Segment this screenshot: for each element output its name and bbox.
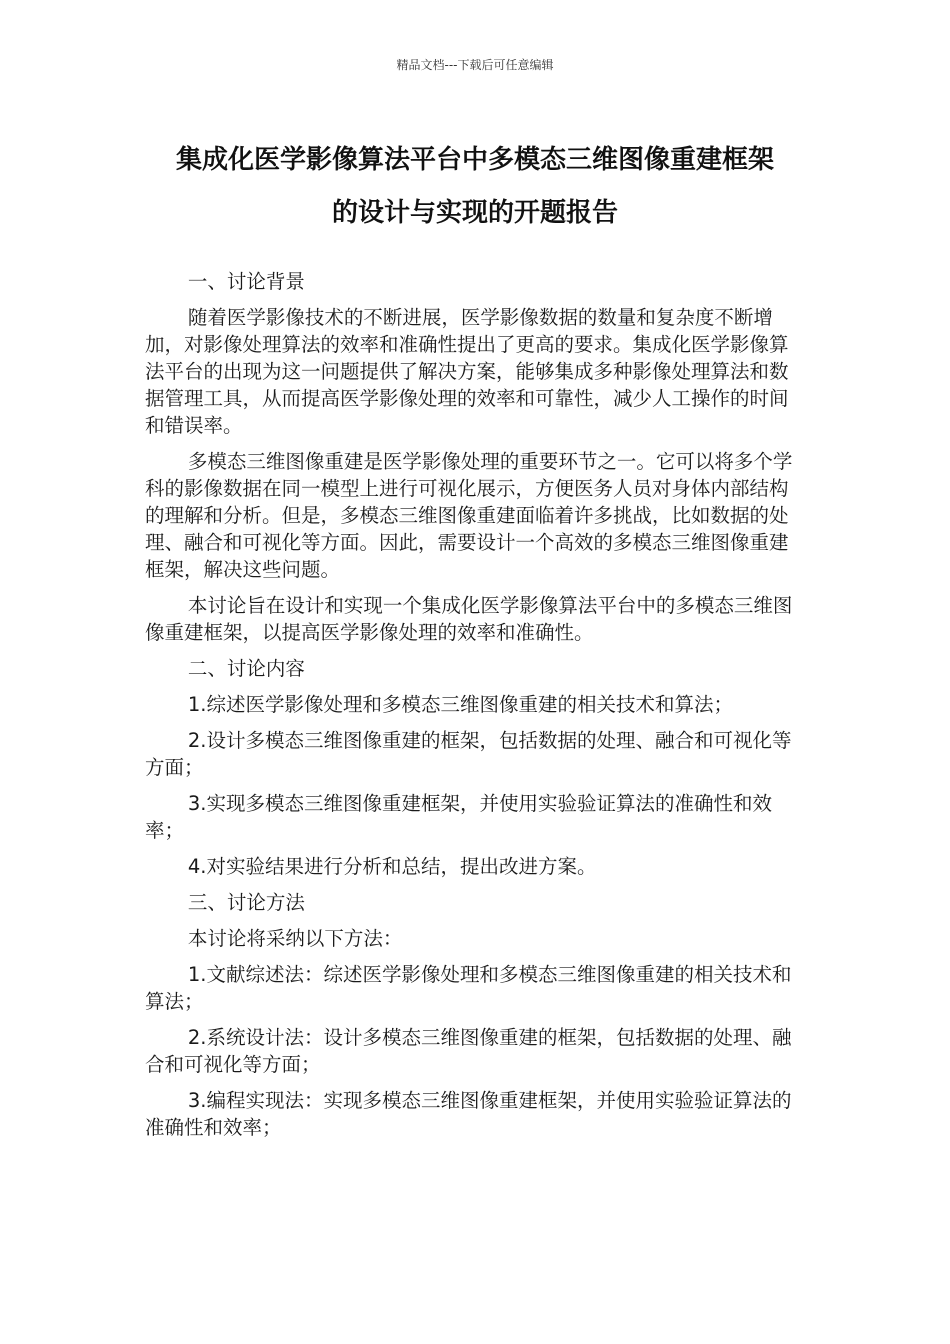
title-line-2: 的设计与实现的开题报告 [331,198,618,228]
paragraph: 多模态三维图像重建是医学影像处理的重要环节之一。它可以将多个学科的影像数据在同一模型上进行可视化展示，方便医务人员对身体内部结构的理解和分析。但是，多模态三维图像重建面临着许多挑战，比如数据的处理、融合和可视化等方面。因此，需要设计一个高效的多模态三维图像重建框架，解决这些问题。 [145,450,793,581]
list-item: 1.文献综述法：综述医学影像处理和多模态三维图像重建的相关技术和算法； [145,963,792,1013]
list-item: 3.实现多模态三维图像重建框架，并使用实验验证算法的准确性和效率； [145,792,772,842]
list-item: 2.设计多模态三维图像重建的框架，包括数据的处理、融合和可视化等方面； [145,729,792,779]
section-heading-content: 二、讨论内容 [187,657,305,680]
paragraph: 随着医学影像技术的不断进展，医学影像数据的数量和复杂度不断增加，对影像处理算法的效率和准确性提出了更高的要求。集成化医学影像算法平台的出现为这一问题提供了解决方案，能够集成多种影像处理算法和数据管理工具，从而提高医学影像处理的效率和可靠性，减少人工操作的时间和错误率。 [145,306,789,437]
list-item: 4.对实验结果进行分析和总结，提出改进方案。 [187,855,597,878]
list-item: 3.编程实现法：实现多模态三维图像重建框架，并使用实验验证算法的准确性和效率； [145,1089,792,1139]
list-item: 1.综述医学影像处理和多模态三维图像重建的相关技术和算法； [187,693,733,716]
list-item: 2.系统设计法：设计多模态三维图像重建的框架，包括数据的处理、融合和可视化等方面； [145,1026,792,1076]
title-line-1: 集成化医学影像算法平台中多模态三维图像重建框架 [175,145,774,175]
section-heading-method: 三、讨论方法 [187,891,305,914]
section-heading-background: 一、讨论背景 [187,270,305,293]
document-title [130,134,820,240]
paragraph: 本讨论将采纳以下方法： [187,927,403,950]
page-header: 精品文档---下载后可任意编辑 [396,58,554,72]
document-body [145,268,800,1150]
paragraph: 本讨论旨在设计和实现一个集成化医学影像算法平台中的多模态三维图像重建框架，以提高医学影像处理的效率和准确性。 [145,594,793,644]
